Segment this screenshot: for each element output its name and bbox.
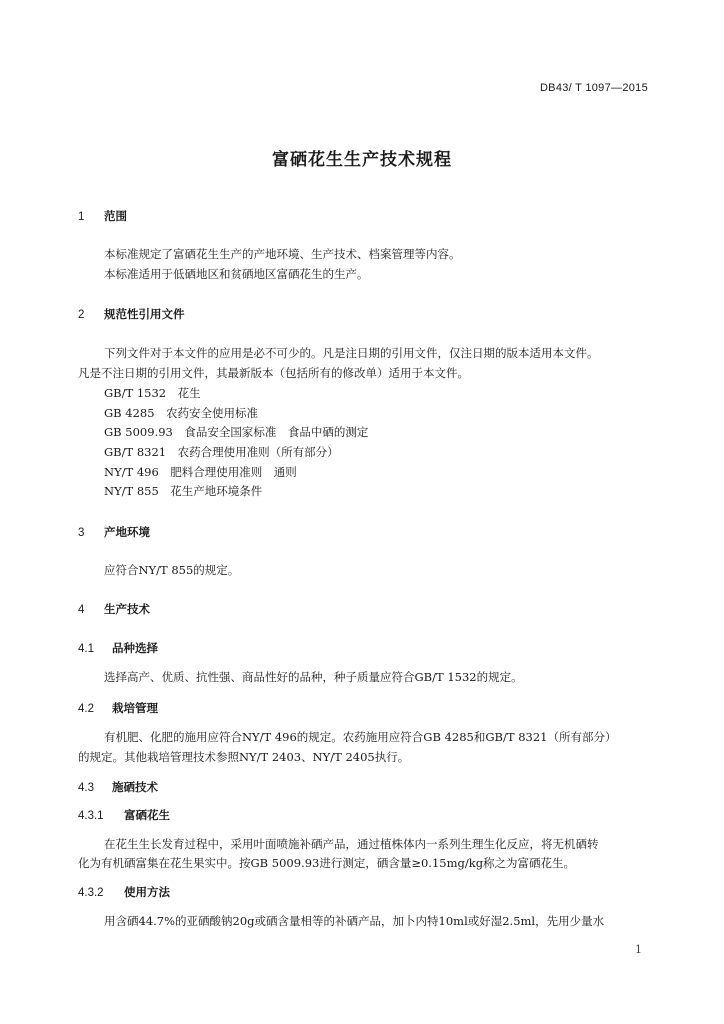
section-title: 富硒花生 <box>124 808 170 822</box>
section-number: 1 <box>78 211 85 223</box>
page-number: 1 <box>635 943 642 956</box>
subsection-heading-4-3-2 <box>78 884 170 900</box>
reference-item: NY/T 855 花生产地环境条件 <box>104 484 263 498</box>
paragraph: 凡是不注日期的引用文件，其最新版本（包括所有的修改单）适用于本文件。 <box>78 366 469 380</box>
page-title: 富硒花生生产技术规程 <box>272 150 452 170</box>
reference-item: NY/T 496 肥料合理使用准则 通则 <box>104 465 297 479</box>
section-title: 品种选择 <box>112 641 158 655</box>
section-title: 规范性引用文件 <box>104 307 185 321</box>
reference-item: GB 5009.93 食品安全国家标准 食品中硒的测定 <box>104 425 369 439</box>
paragraph: 的规定。其他栽培管理技术参照NY/T 2403、NY/T 2405执行。 <box>78 750 410 764</box>
section-number: 4.1 <box>78 643 94 655</box>
section-number: 2 <box>78 309 85 321</box>
section-number: 4 <box>78 604 85 616</box>
section-heading-1 <box>78 208 127 224</box>
section-number: 4.3.2 <box>78 887 104 899</box>
paragraph: 下列文件对于本文件的应用是必不可少的。凡是注日期的引用文件，仅注日期的版本适用本文件。 <box>104 346 599 360</box>
paragraph: 本标准适用于低硒地区和贫硒地区富硒花生的生产。 <box>104 267 369 281</box>
section-title: 栽培管理 <box>112 701 158 715</box>
section-number: 4.3 <box>78 782 94 794</box>
section-number: 4.2 <box>78 703 94 715</box>
section-title: 生产技术 <box>104 602 150 616</box>
paragraph: 有机肥、化肥的施用应符合NY/T 496的规定。农药施用应符合GB 4285和GB/T 8321（所有部分） <box>104 730 617 744</box>
paragraph: 化为有机硒富集在花生果实中。按GB 5009.93进行测定，硒含量≥0.15mg/kg称之为富硒花生。 <box>78 856 576 870</box>
doc-code: DB43/ T 1097—2015 <box>539 82 648 94</box>
section-title: 使用方法 <box>124 885 170 899</box>
section-heading-3 <box>78 524 150 540</box>
section-title: 施硒技术 <box>112 780 158 794</box>
subsection-heading-4-3-1 <box>78 807 170 823</box>
reference-item: GB/T 1532 花生 <box>104 386 201 400</box>
reference-item: GB 4285 农药安全使用标准 <box>104 406 259 420</box>
paragraph: 用含硒44.7%的亚硒酸钠20g或硒含量相等的补硒产品，加卜内特10ml或好湿2.5ml，先用少量水 <box>104 914 605 928</box>
section-heading-2 <box>78 306 185 322</box>
section-number: 4.3.1 <box>78 810 104 822</box>
section-number: 3 <box>78 527 85 539</box>
paragraph: 选择高产、优质、抗性强、商品性好的品种，种子质量应符合GB/T 1532的规定。 <box>104 670 523 684</box>
paragraph: 本标准规定了富硒花生生产的产地环境、生产技术、档案管理等内容。 <box>104 247 461 261</box>
subsection-heading-4-1 <box>78 640 158 656</box>
subsection-heading-4-2 <box>78 700 158 716</box>
paragraph: 在花生生长发育过程中，采用叶面喷施补硒产品，通过植株体内一系列生理生化反应，将无机硒转 <box>104 837 599 851</box>
section-heading-4 <box>78 601 150 617</box>
subsection-heading-4-3 <box>78 779 158 795</box>
section-title: 范围 <box>104 209 127 223</box>
section-title: 产地环境 <box>104 525 150 539</box>
reference-item: GB/T 8321 农药合理使用准则（所有部分） <box>104 445 339 459</box>
paragraph: 应符合NY/T 855的规定。 <box>104 563 240 577</box>
